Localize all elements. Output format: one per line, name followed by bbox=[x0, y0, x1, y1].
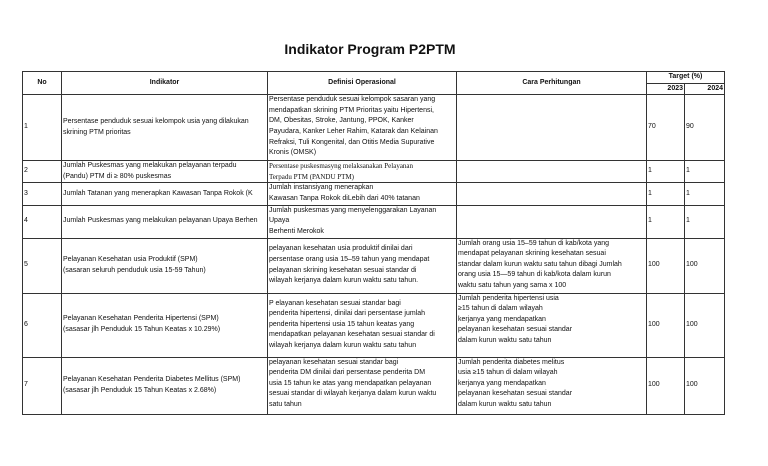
row-cara bbox=[457, 161, 647, 183]
row-target-2024: 90 bbox=[685, 95, 725, 161]
row-target-2023: 1 bbox=[647, 205, 685, 238]
header-no: No bbox=[23, 72, 62, 95]
row-target-2024: 1 bbox=[685, 183, 725, 205]
row-cara bbox=[457, 183, 647, 205]
row-target-2024: 100 bbox=[685, 293, 725, 357]
row-cara: Jumlah penderita hipertensi usia ≥15 tahun di dalam wilayah kerjanya yang mendapatkan pelayanan kesehatan sesuai standar dalam kurun waktu satu tahun bbox=[457, 293, 647, 357]
indicator-table bbox=[22, 71, 725, 415]
table-row bbox=[23, 183, 725, 205]
header-indikator: Indikator bbox=[62, 72, 268, 95]
row-no: 7 bbox=[23, 357, 62, 414]
row-indikator: Persentase penduduk sesuai kelompok usia yang dilakukan skrining PTM prioritas bbox=[62, 95, 268, 161]
header-cara: Cara Perhitungan bbox=[457, 72, 647, 95]
document-title: Indikator Program P2PTM bbox=[284, 41, 456, 57]
row-no: 3 bbox=[23, 183, 62, 205]
row-no: 4 bbox=[23, 205, 62, 238]
row-definisi: Persentase puskesmasyng melaksanakan Pelayanan Terpadu PTM (PANDU PTM) bbox=[268, 161, 457, 183]
row-indikator: Jumlah Puskesmas yang melakukan pelayanan terpadu (Pandu) PTM di ≥ 80% puskesmas bbox=[62, 161, 268, 183]
row-cara bbox=[457, 205, 647, 238]
row-target-2024: 100 bbox=[685, 238, 725, 293]
row-definisi: pelayanan kesehatan usia produktif dinilai dari persentase orang usia 15–59 tahun yang mendapat pelayanan skrining kesehatan sesuai standar di wilayah kerjanya dalam kurun waktu satu tahun. bbox=[268, 238, 457, 293]
row-definisi: P elayanan kesehatan sesuai standar bagi penderita hipertensi, dinilai dari persentase jumlah penderita hipertensi usia 15 tahun keatas yang mendapatkan pelayanan kesehatan sesuai standar di wilayah kerjanya dalam kurun waktu satu tahun bbox=[268, 293, 457, 357]
row-target-2023: 1 bbox=[647, 161, 685, 183]
row-no: 2 bbox=[23, 161, 62, 183]
header-year-2023: 2023 bbox=[647, 83, 685, 95]
row-indikator: Pelayanan Kesehatan Penderita Diabetes Mellitus (SPM) (sasasar jlh Penduduk 15 Tahun Keatas x 2.68%) bbox=[62, 357, 268, 414]
row-target-2023: 100 bbox=[647, 293, 685, 357]
row-no: 6 bbox=[23, 293, 62, 357]
row-target-2023: 70 bbox=[647, 95, 685, 161]
table-row bbox=[23, 205, 725, 238]
row-no: 1 bbox=[23, 95, 62, 161]
row-definisi: Jumlah puskesmas yang menyelenggarakan Layanan Upaya Berhenti Merokok bbox=[268, 205, 457, 238]
header-year-2024: 2024 bbox=[685, 83, 725, 95]
row-target-2023: 100 bbox=[647, 357, 685, 414]
row-indikator: Pelayanan Kesehatan Penderita Hipertensi (SPM) (sasasar jlh Penduduk 15 Tahun Keatas x 10.29%) bbox=[62, 293, 268, 357]
row-target-2024: 1 bbox=[685, 205, 725, 238]
table-row bbox=[23, 357, 725, 414]
row-indikator: Pelayanan Kesehatan usia Produktif (SPM) (sasaran seluruh penduduk usia 15-59 Tahun) bbox=[62, 238, 268, 293]
row-cara: Jumlah penderita diabetes melitus usia ≥15 tahun di dalam wilayah kerjanya yang mendapatkan pelayanan kesehatan sesuai standar dalam kurun waktu satu tahun bbox=[457, 357, 647, 414]
table-row bbox=[23, 293, 725, 357]
row-definisi: Persentase penduduk sesuai kelompok sasaran yang mendapatkan skrining PTM Prioritas yaitu Hipertensi, DM, Obesitas, Stroke, Jantung, PPOK, Kanker Payudara, Kanker Leher Rahim, Katarak dan Kelainan Refraksi, Tuli Kongenital, dan Otitis Media Supurative Kronis (OMSK) bbox=[268, 95, 457, 161]
row-indikator: Jumlah Tatanan yang menerapkan Kawasan Tanpa Rokok (K bbox=[62, 183, 268, 205]
table-row bbox=[23, 95, 725, 161]
header-definisi: Definisi Operasional bbox=[268, 72, 457, 95]
row-cara: Jumlah orang usia 15–59 tahun di kab/kota yang mendapat pelayanan skrining kesehatan sesuai standar dalam kurun waktu satu tahun dibagi Jumlah orang usia 15—59 tahun di kab/kota dalam kurun waktu satu tahun yang sama x 100 bbox=[457, 238, 647, 293]
table-row bbox=[23, 238, 725, 293]
row-target-2024: 1 bbox=[685, 161, 725, 183]
row-target-2023: 1 bbox=[647, 183, 685, 205]
row-no: 5 bbox=[23, 238, 62, 293]
table-row bbox=[23, 161, 725, 183]
header-target: Target (%) bbox=[647, 72, 725, 84]
row-cara bbox=[457, 95, 647, 161]
row-definisi: pelayanan kesehatan sesuai standar bagi penderita DM dinilai dari persentase penderita DM usia 15 tahun ke atas yang mendapatkan pelayanan sesuai standar di wilayah kerjanya dalam kurun waktu satu tahun bbox=[268, 357, 457, 414]
row-target-2023: 100 bbox=[647, 238, 685, 293]
row-definisi: Jumlah instansiyang menerapkan Kawasan Tanpa Rokok diLebih dari 40% tatanan bbox=[268, 183, 457, 205]
row-indikator: Jumlah Puskesmas yang melakukan pelayanan Upaya Berhen bbox=[62, 205, 268, 238]
row-target-2024: 100 bbox=[685, 357, 725, 414]
